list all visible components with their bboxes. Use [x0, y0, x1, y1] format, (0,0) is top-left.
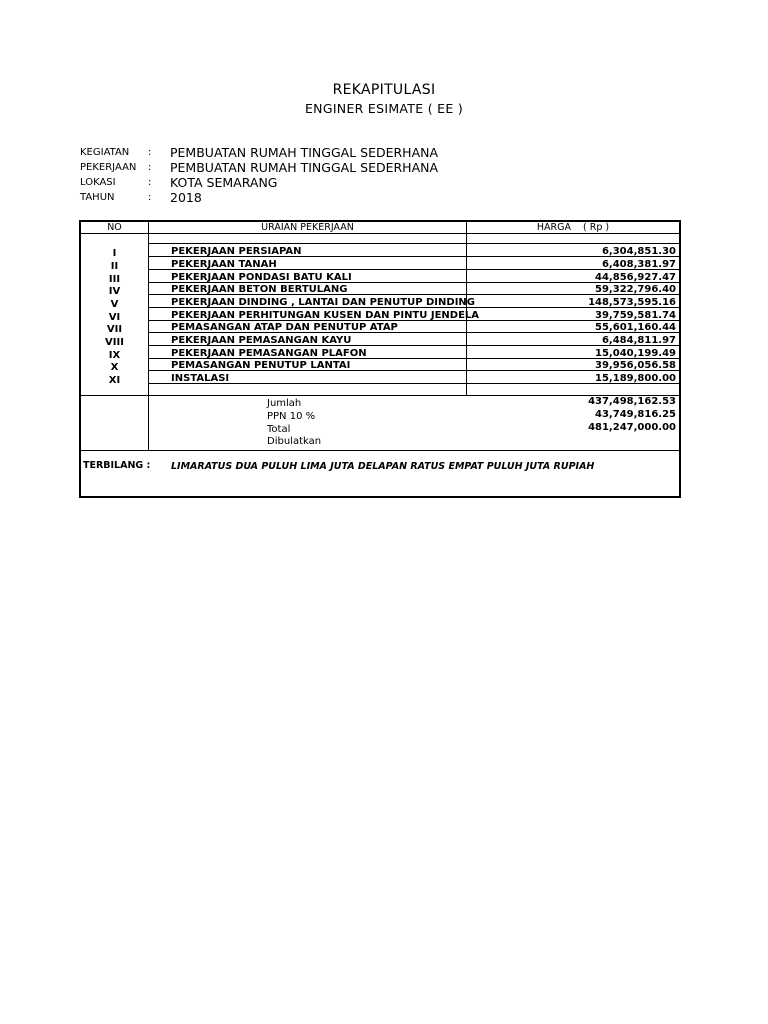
info-value: PEMBUATAN RUMAH TINGGAL SEDERHANA [170, 145, 439, 160]
row-description: PEKERJAAN DINDING , LANTAI DAN PENUTUP DINDING [171, 297, 475, 308]
table-row [81, 336, 679, 349]
info-colon: : [148, 192, 152, 203]
row-amount: 39,956,056.58 [595, 360, 676, 371]
document-subtitle: ENGINER ESIMATE ( EE ) [304, 101, 464, 116]
row-number: VIII [105, 337, 124, 348]
row-description: PEKERJAAN TANAH [171, 259, 277, 270]
section-divider [81, 450, 679, 451]
row-description: PEMASANGAN PENUTUP LANTAI [171, 360, 351, 371]
row-number: II [110, 261, 119, 272]
row-amount: 148,573,595.16 [588, 297, 676, 308]
summary-label-total: Total [267, 424, 291, 435]
document-title: REKAPITULASI [332, 82, 436, 98]
table-row [81, 285, 679, 298]
info-label: TAHUN [80, 192, 115, 203]
table-row [81, 260, 679, 273]
header-no: NO [107, 222, 122, 233]
info-colon: : [148, 147, 152, 158]
row-amount: 44,856,927.47 [595, 272, 676, 283]
summary-amount-ppn: 43,749,816.25 [595, 409, 676, 420]
info-label: KEGIATAN [80, 147, 130, 158]
row-amount: 55,601,160.44 [595, 322, 676, 333]
terbilang-text: LIMARATUS DUA PULUH LIMA JUTA DELAPAN RATUS EMPAT PULUH JUTA RUPIAH [171, 461, 595, 472]
summary-amount-total: 481,247,000.00 [588, 422, 676, 433]
row-number: IV [108, 286, 121, 297]
info-value: KOTA SEMARANG [170, 175, 278, 190]
summary-label-jumlah: Jumlah [267, 398, 302, 409]
row-number: X [110, 362, 119, 373]
table-row [81, 247, 679, 260]
summary-label-dibulatkan: Dibulatkan [267, 436, 322, 447]
table-row [81, 361, 679, 374]
row-description: PEKERJAAN PERHITUNGAN KUSEN DAN PINTU JENDELA [171, 310, 480, 321]
row-number: V [110, 299, 119, 310]
row-number: IX [108, 350, 121, 361]
row-description: PEKERJAAN PONDASI BATU KALI [171, 272, 352, 283]
row-number: VI [108, 312, 121, 323]
row-amount: 6,408,381.97 [601, 259, 676, 270]
info-label: PEKERJAAN [80, 162, 137, 173]
row-description: INSTALASI [171, 373, 230, 384]
row-description: PEKERJAAN BETON BERTULANG [171, 284, 348, 295]
row-description: PEMASANGAN ATAP DAN PENUTUP ATAP [171, 322, 398, 333]
info-value: 2018 [170, 190, 202, 205]
row-amount: 39,759,581.74 [595, 310, 676, 321]
table-row [81, 374, 679, 387]
header-divider [81, 233, 679, 234]
row-description: PEKERJAAN PEMASANGAN PLAFON [171, 348, 367, 359]
row-amount: 6,484,811.97 [601, 335, 676, 346]
row-amount: 15,040,199.49 [595, 348, 676, 359]
row-number: III [108, 274, 121, 285]
info-colon: : [148, 162, 152, 173]
row-amount: 15,189,800.00 [595, 373, 676, 384]
row-number: XI [108, 375, 121, 386]
table-row [81, 298, 679, 311]
row-amount: 6,304,851.30 [601, 246, 676, 257]
terbilang-label: TERBILANG : [83, 460, 151, 471]
summary-label-ppn: PPN 10 % [267, 411, 316, 422]
row-number: VII [106, 324, 123, 335]
info-label: LOKASI [80, 177, 116, 188]
header-harga: HARGA ( Rp ) [536, 222, 610, 233]
row-description: PEKERJAAN PERSIAPAN [171, 246, 302, 257]
header-uraian: URAIAN PEKERJAAN [261, 222, 354, 233]
row-description: PEKERJAAN PEMASANGAN KAYU [171, 335, 352, 346]
info-value: PEMBUATAN RUMAH TINGGAL SEDERHANA [170, 160, 439, 175]
recap-table [79, 220, 681, 498]
row-number: I [112, 248, 117, 259]
row-amount: 59,322,796.40 [595, 284, 676, 295]
info-colon: : [148, 177, 152, 188]
row-divider [148, 243, 679, 244]
table-row [81, 323, 679, 336]
summary-amount-jumlah: 437,498,162.53 [588, 396, 676, 407]
